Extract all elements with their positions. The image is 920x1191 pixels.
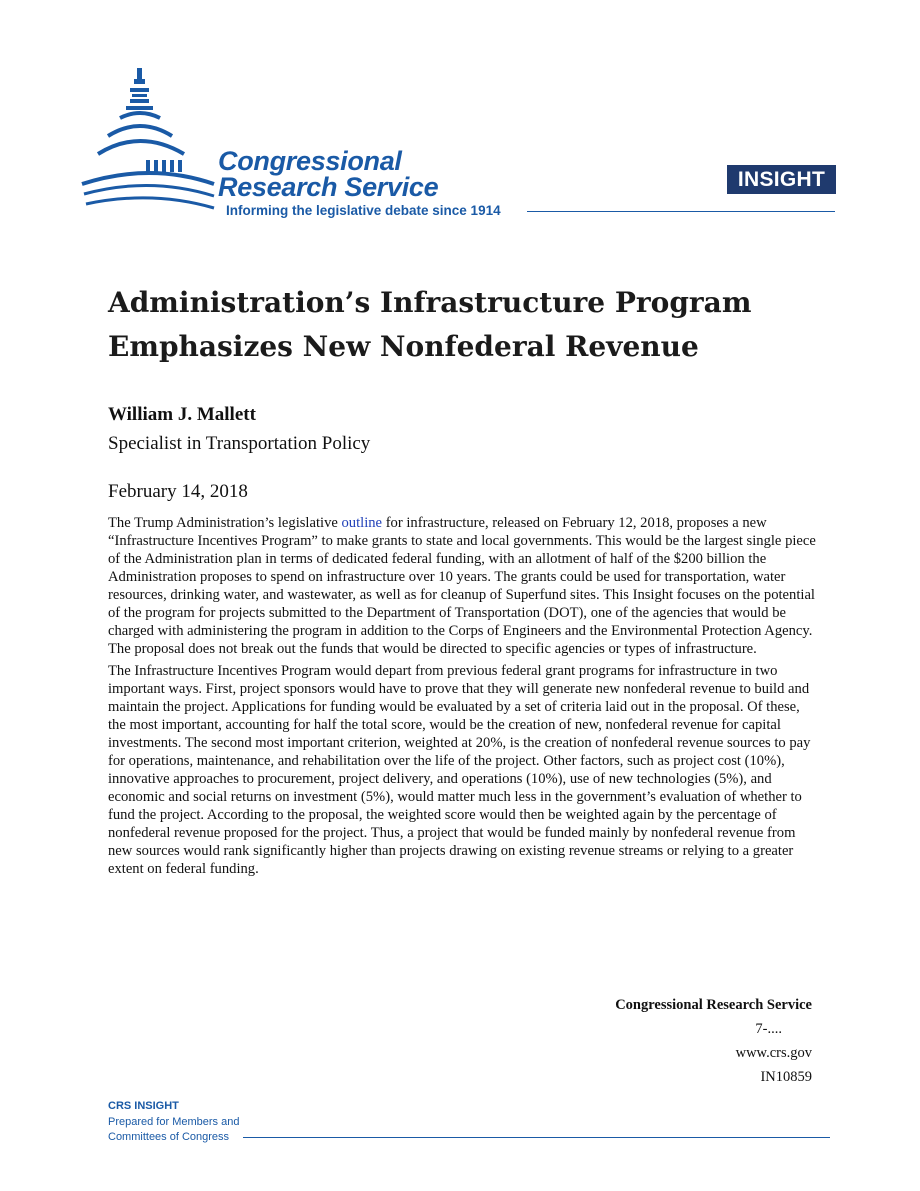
- org-name-line1: Congressional: [218, 146, 402, 176]
- paragraph-2: The Infrastructure Incentives Program would depart from previous federal grant programs for infrastructure in two important ways. First, project sponsors would have to prove that they will generate new nonfederal revenue to build and maintain the project. Applications for funding would be evaluated by a set of criteria laid out in the proposal. Of these, the most important, accounting for half the total score, would be the creation of new, nonfederal revenue for capital investments. The second most important criterion, weighted at 20%, is the creation of nonfederal revenue sources to pay for operations, maintenance, and rehabilitation over the life of the project. Other factors, such as project cost (10%), innovative approaches to procurement, project delivery, and operations (10%), use of new technologies (5%), and economic and social returns on investment (5%), would matter much less in the government’s evaluation of whether to fund the project. According to the proposal, the weighted score would then be weighted again by the percentage of nonfederal revenue proposed for the project. Thus, a project that would be funded mainly by nonfederal revenue from new sources would rank significantly higher than projects drawing on existing revenue streams or relying to a greater extent on federal funding.: [108, 663, 811, 877]
- document-title: Administration’s Infrastructure Program Emphasizes New Nonfederal Revenue: [108, 286, 752, 363]
- bottom-brand-line3: Committees of Congress: [108, 1131, 230, 1143]
- bottom-brand-line2: Prepared for Members and: [108, 1115, 240, 1128]
- bottom-rule: [243, 1137, 830, 1138]
- paragraph-1: The Trump Administration’s legislative outline for infrastructure, released on February 12, 2018, proposes a new “Infrastructure Incentives Program” to make grants to state and local governments. This would be the largest single piece of the Administration plan in terms of dedicated federal funding, with an allotment of half of the $200 billion the Administration proposes to spend on infrastructure over 10 years. The grants could be used for transportation, water resources, drinking water, and wastewater, as well as for cleanup of Superfund sites. This Insight focuses on the potential of the program for projects submitted to the Department of Transportation (DOT), one of the agencies that would be charged with administering the program in addition to the Corps of Engineers and the Environmental Protection Agency. The proposal does not break out the funds that would be directed to specific agencies or types of infrastructure.: [108, 515, 816, 657]
- footer-url[interactable]: www.crs.gov: [735, 1045, 812, 1061]
- footer-org: Congressional Research Service: [615, 997, 812, 1013]
- insight-badge: INSIGHT: [727, 165, 836, 194]
- org-name-line2: Research Service: [218, 172, 439, 202]
- org-tagline: Informing the legislative debate since 1914: [226, 203, 501, 218]
- footer-code: 7-....: [755, 1021, 782, 1037]
- outline-link[interactable]: outline: [341, 515, 383, 531]
- bottom-brand-title: CRS INSIGHT: [108, 1100, 179, 1112]
- footer-id: IN10859: [760, 1069, 812, 1085]
- crs-logo: [80, 66, 520, 226]
- capitol-dome-icon: [80, 66, 220, 226]
- document-body: [108, 514, 818, 882]
- tagline-rule: [527, 211, 835, 212]
- author-role: Specialist in Transportation Policy: [108, 433, 371, 454]
- bottom-brand: [108, 1099, 239, 1146]
- footer-info: [615, 993, 812, 1089]
- author-name: William J. Mallett: [108, 404, 256, 425]
- publication-date: February 14, 2018: [108, 481, 248, 502]
